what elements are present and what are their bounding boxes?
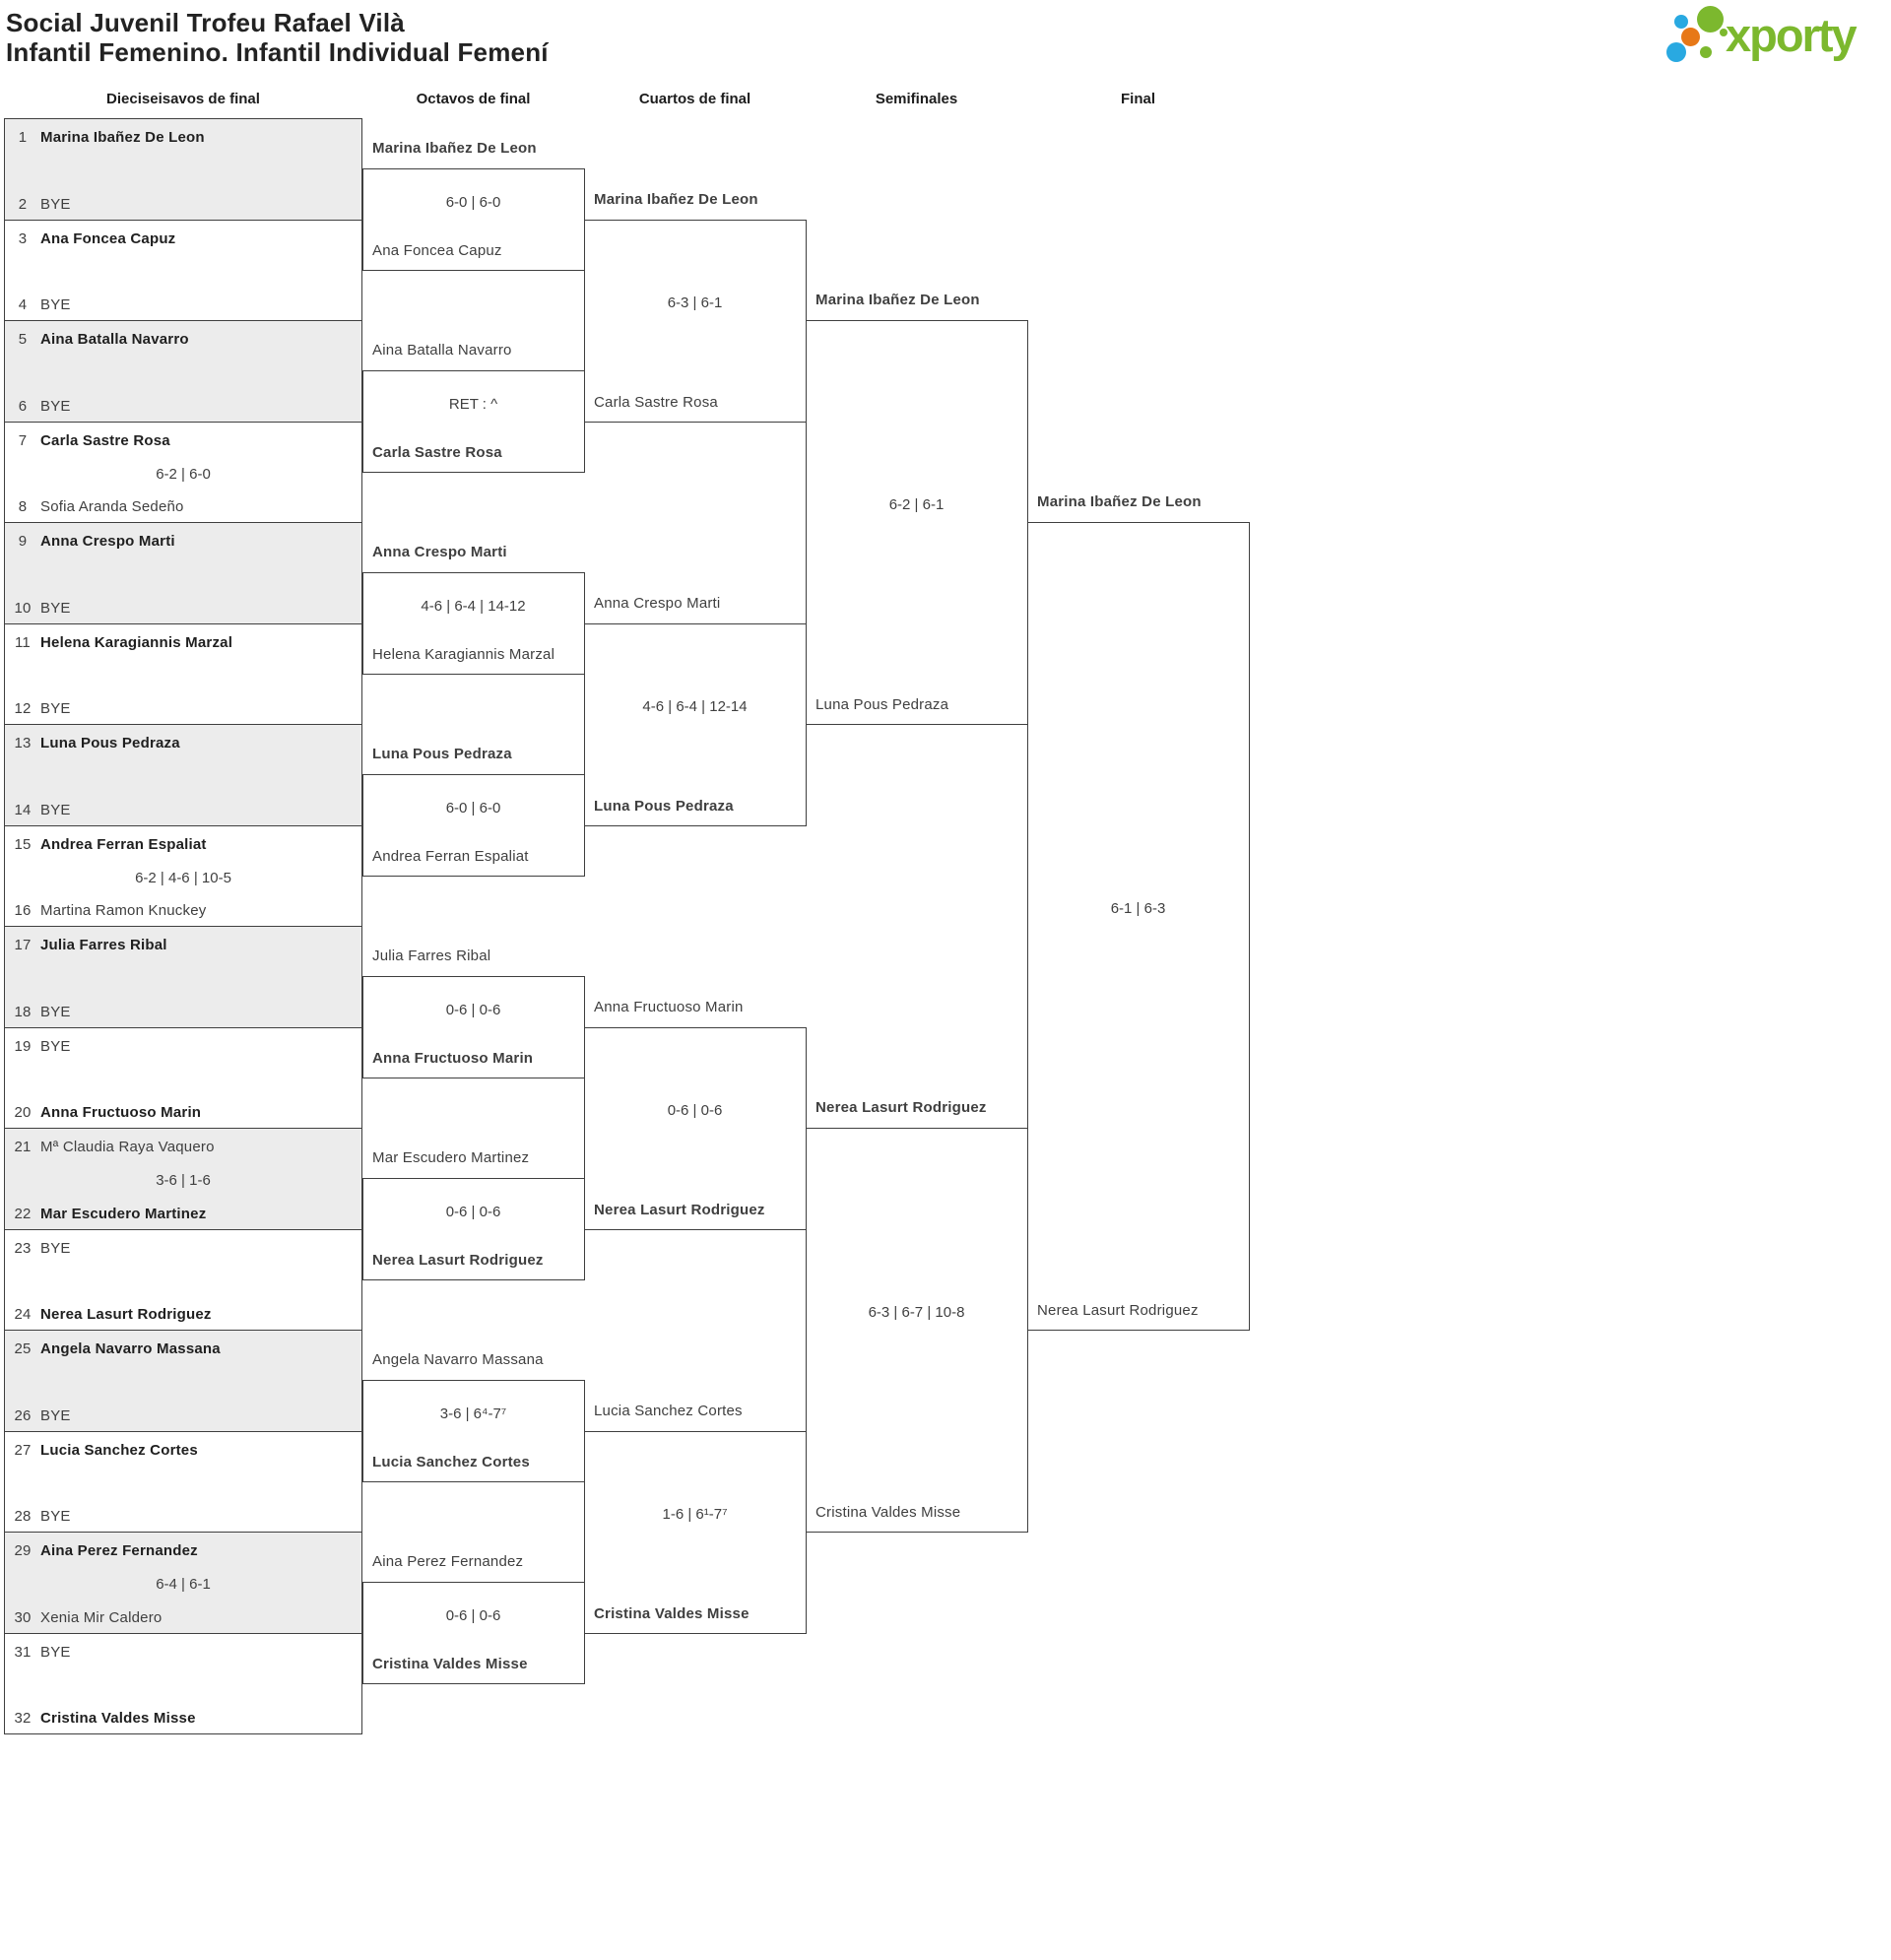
player-seed: 18 <box>14 1003 32 1020</box>
player-label[interactable]: Lucia Sanchez Cortes <box>594 1402 743 1419</box>
player-slot[interactable] <box>12 1136 355 1159</box>
logo-dot-orange <box>1681 28 1700 46</box>
player-label[interactable]: Angela Navarro Massana <box>372 1351 544 1369</box>
player-slot[interactable] <box>12 1338 355 1361</box>
player-label[interactable]: Marina Ibañez De Leon <box>372 140 537 158</box>
player-name: BYE <box>40 1643 71 1661</box>
bye-slot <box>12 1641 355 1665</box>
player-label[interactable]: Nerea Lasurt Rodriguez <box>372 1251 544 1269</box>
player-seed: 11 <box>15 633 31 651</box>
player-name: Ana Foncea Capuz <box>40 229 176 247</box>
player-label[interactable]: Marina Ibañez De Leon <box>594 190 758 208</box>
match-box <box>806 1128 1028 1533</box>
player-label[interactable]: Aina Perez Fernandez <box>372 1553 524 1571</box>
player-label[interactable]: Andrea Ferran Espaliat <box>372 847 529 865</box>
match-score: 6-4 | 6-1 <box>156 1576 211 1594</box>
player-label[interactable]: Ana Foncea Capuz <box>372 241 502 259</box>
match-score: 4-6 | 6-4 | 14-12 <box>421 597 526 615</box>
match-score: 6-0 | 6-0 <box>445 799 501 817</box>
player-slot[interactable] <box>12 732 355 755</box>
player-slot[interactable] <box>12 1439 355 1463</box>
player-slot[interactable] <box>12 530 355 554</box>
player-name: Andrea Ferran Espaliat <box>40 835 207 853</box>
bye-slot <box>12 799 355 822</box>
player-slot[interactable] <box>12 631 355 655</box>
bye-slot <box>12 597 355 621</box>
player-name: Anna Crespo Marti <box>40 533 175 550</box>
logo-dot-green-small <box>1700 46 1712 58</box>
player-seed: 21 <box>14 1139 32 1155</box>
player-name: BYE <box>40 700 71 717</box>
bye-slot <box>12 1405 355 1428</box>
player-seed: 28 <box>14 1508 32 1525</box>
player-name: Mª Claudia Raya Vaquero <box>40 1139 215 1155</box>
match-score: 6-2 | 6-1 <box>888 496 945 513</box>
player-name: Helena Karagiannis Marzal <box>40 633 233 651</box>
player-slot[interactable] <box>12 495 355 519</box>
player-seed: 3 <box>18 229 28 247</box>
player-label[interactable]: Mar Escudero Martinez <box>372 1149 530 1167</box>
player-seed: 8 <box>18 498 28 515</box>
round-header: Final <box>1120 91 1155 107</box>
player-label[interactable]: Marina Ibañez De Leon <box>1037 493 1202 510</box>
logo-dot-blue-medium <box>1666 42 1686 62</box>
round-header: Octavos de final <box>416 91 531 107</box>
match-score: 3-6 | 1-6 <box>156 1172 211 1190</box>
bye-slot <box>12 1035 355 1059</box>
player-label[interactable]: Luna Pous Pedraza <box>815 696 949 713</box>
logo-dot-blue-small <box>1674 15 1688 29</box>
match-score: 4-6 | 6-4 | 12-14 <box>642 698 748 715</box>
player-seed: 30 <box>14 1608 32 1626</box>
player-seed: 2 <box>18 195 28 213</box>
player-slot[interactable] <box>12 228 355 251</box>
player-name: BYE <box>40 195 71 213</box>
player-label[interactable]: Cristina Valdes Misse <box>815 1504 961 1521</box>
bye-slot <box>12 1237 355 1261</box>
player-name: BYE <box>40 296 71 313</box>
player-slot[interactable] <box>12 1101 355 1125</box>
category-subtitle: Infantil Femenino. Infantil Individual Femení <box>6 37 549 67</box>
player-label[interactable]: Julia Farres Ribal <box>372 947 491 965</box>
player-name: Lucia Sanchez Cortes <box>40 1441 198 1459</box>
match-score: 6-0 | 6-0 <box>445 193 501 211</box>
player-name: BYE <box>40 1037 71 1055</box>
player-seed: 10 <box>14 599 32 617</box>
player-name: BYE <box>40 397 71 415</box>
match-score: 6-2 | 6-0 <box>156 465 211 483</box>
player-name: Anna Fructuoso Marin <box>40 1104 202 1121</box>
player-seed: 12 <box>14 700 32 717</box>
player-seed: 6 <box>18 397 28 415</box>
player-seed: 7 <box>18 431 28 449</box>
match-box <box>1027 522 1250 1331</box>
player-seed: 14 <box>14 801 32 818</box>
match-score: 6-2 | 4-6 | 10-5 <box>135 869 231 886</box>
player-slot[interactable] <box>12 1606 355 1630</box>
match-score: 1-6 | 6¹-7⁷ <box>662 1506 728 1523</box>
player-seed: 1 <box>18 129 28 146</box>
player-name: BYE <box>40 1406 71 1424</box>
player-seed: 22 <box>14 1205 32 1222</box>
player-seed: 15 <box>14 835 32 853</box>
bye-slot <box>12 1001 355 1024</box>
player-seed: 32 <box>14 1710 32 1727</box>
player-slot[interactable] <box>12 429 355 453</box>
player-name: Cristina Valdes Misse <box>40 1710 196 1727</box>
match-box <box>806 320 1028 725</box>
player-name: Angela Navarro Massana <box>40 1340 221 1357</box>
player-slot[interactable] <box>12 1539 355 1563</box>
player-name: Luna Pous Pedraza <box>40 735 180 751</box>
player-seed: 31 <box>14 1643 32 1661</box>
player-name: BYE <box>40 1239 71 1257</box>
player-slot[interactable] <box>12 1707 355 1731</box>
player-name: Mar Escudero Martinez <box>40 1205 207 1222</box>
match-score: 0-6 | 0-6 <box>445 1001 501 1018</box>
match-score: 6-3 | 6-7 | 10-8 <box>868 1304 965 1321</box>
player-label[interactable]: Luna Pous Pedraza <box>372 746 512 763</box>
player-name: Martina Ramon Knuckey <box>40 902 207 919</box>
player-name: Marina Ibañez De Leon <box>40 129 205 146</box>
match-score: 6-1 | 6-3 <box>1110 900 1166 917</box>
player-label[interactable]: Cristina Valdes Misse <box>594 1604 750 1622</box>
player-seed: 29 <box>14 1542 32 1559</box>
player-name: Carla Sastre Rosa <box>40 431 170 449</box>
player-seed: 27 <box>14 1441 32 1459</box>
round-header: Cuartos de final <box>638 91 751 107</box>
player-name: Xenia Mir Caldero <box>40 1608 163 1626</box>
player-label[interactable]: Anna Crespo Marti <box>372 544 507 561</box>
player-name: Aina Batalla Navarro <box>40 331 189 348</box>
match-score: 0-6 | 0-6 <box>445 1606 501 1624</box>
player-slot[interactable] <box>12 1203 355 1226</box>
player-seed: 13 <box>14 735 32 751</box>
player-label[interactable]: Anna Fructuoso Marin <box>372 1049 534 1067</box>
logo-text: xporty <box>1726 9 1856 61</box>
player-seed: 5 <box>18 331 28 348</box>
player-seed: 24 <box>14 1306 32 1323</box>
player-name: Nerea Lasurt Rodriguez <box>40 1306 212 1323</box>
player-slot[interactable] <box>12 899 355 923</box>
player-label[interactable]: Marina Ibañez De Leon <box>815 292 980 308</box>
match-score: 0-6 | 0-6 <box>445 1203 501 1220</box>
player-slot[interactable] <box>12 934 355 957</box>
player-slot[interactable] <box>12 833 355 857</box>
player-name: BYE <box>40 801 71 818</box>
match-score: RET : ^ <box>448 395 498 413</box>
player-label[interactable]: Cristina Valdes Misse <box>372 1655 528 1672</box>
player-slot[interactable] <box>12 126 355 150</box>
player-label[interactable]: Luna Pous Pedraza <box>594 797 734 815</box>
player-slot[interactable] <box>12 328 355 352</box>
player-label[interactable]: Carla Sastre Rosa <box>372 443 502 461</box>
player-label[interactable]: Nerea Lasurt Rodriguez <box>1037 1302 1199 1319</box>
player-label[interactable]: Carla Sastre Rosa <box>594 393 718 411</box>
player-name: BYE <box>40 1508 71 1525</box>
player-seed: 26 <box>14 1406 32 1424</box>
player-seed: 16 <box>14 902 32 919</box>
bye-slot <box>12 697 355 721</box>
round-header: Dieciseisavos de final <box>106 91 260 107</box>
player-seed: 4 <box>18 296 28 313</box>
player-label[interactable]: Nerea Lasurt Rodriguez <box>815 1099 987 1116</box>
match-score: 3-6 | 6⁴-7⁷ <box>439 1405 507 1422</box>
player-label[interactable]: Anna Fructuoso Marin <box>594 998 744 1015</box>
player-seed: 20 <box>14 1104 32 1121</box>
player-seed: 9 <box>18 533 28 550</box>
player-label[interactable]: Nerea Lasurt Rodriguez <box>594 1201 765 1218</box>
player-seed: 17 <box>14 937 32 953</box>
player-seed: 19 <box>14 1037 32 1055</box>
player-name: BYE <box>40 1003 71 1020</box>
bye-slot <box>12 1505 355 1529</box>
player-label[interactable]: Lucia Sanchez Cortes <box>372 1453 530 1470</box>
player-label[interactable]: Aina Batalla Navarro <box>372 342 512 359</box>
player-name: Julia Farres Ribal <box>40 937 167 953</box>
bye-slot <box>12 395 355 419</box>
player-name: BYE <box>40 599 71 617</box>
logo-dot-green-large <box>1697 6 1724 33</box>
player-seed: 25 <box>14 1340 32 1357</box>
player-seed: 23 <box>14 1239 32 1257</box>
match-score: 0-6 | 0-6 <box>667 1102 723 1119</box>
bye-slot <box>12 294 355 317</box>
tournament-title: Social Juvenil Trofeu Rafael Vilà <box>6 8 405 37</box>
round-header: Semifinales <box>875 91 958 107</box>
player-name: Aina Perez Fernandez <box>40 1542 198 1559</box>
player-label[interactable]: Helena Karagiannis Marzal <box>372 645 555 663</box>
match-score: 6-3 | 6-1 <box>667 294 723 311</box>
player-name: Sofia Aranda Sedeño <box>40 498 184 515</box>
player-label[interactable]: Anna Crespo Marti <box>594 594 721 612</box>
bye-slot <box>12 193 355 217</box>
player-slot[interactable] <box>12 1303 355 1327</box>
